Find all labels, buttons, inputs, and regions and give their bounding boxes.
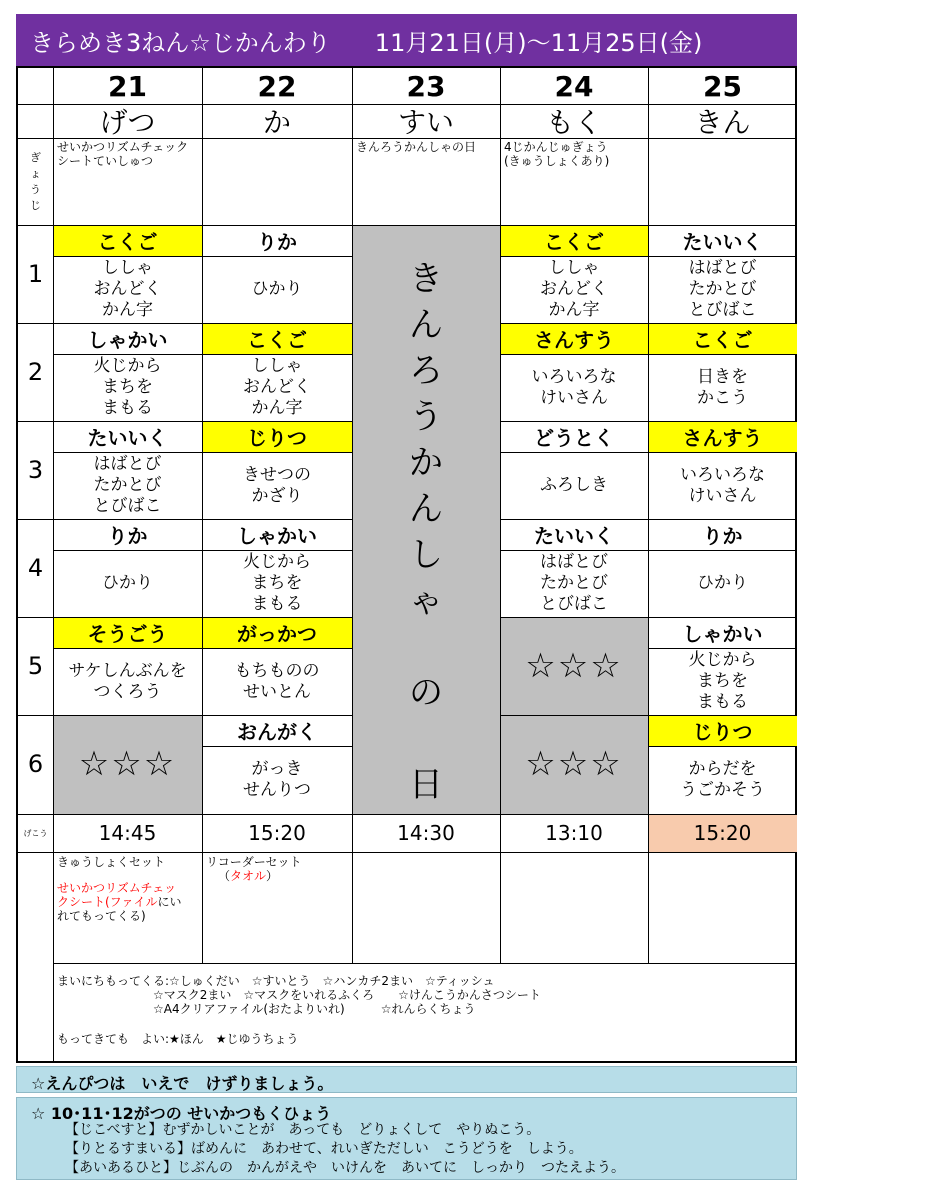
row-divider — [18, 138, 797, 139]
day-name-tue: か — [262, 106, 291, 139]
note-pencil — [16, 1066, 797, 1093]
items-tue — [206, 855, 350, 883]
content-mon-p1: ししゃ おんどく かん字 — [93, 258, 162, 320]
daily-line-3: ☆A4クリアファイル(おたよりいれ) ☆れんらくちょう — [153, 1002, 476, 1016]
content-fri-p2: 日きを かこう — [697, 366, 748, 408]
subject-divider — [53, 550, 202, 551]
row-divider — [53, 963, 797, 964]
goals-heading: ☆ 10･11･12がつの せいかつもくひょう — [31, 1104, 332, 1123]
content-tue-p3: きせつの かざり — [243, 464, 311, 506]
row-divider — [500, 421, 797, 422]
subject-divider — [53, 452, 202, 453]
row-divider — [18, 323, 352, 324]
items-tue-line: リコーダーセット — [206, 855, 302, 869]
subject-thu-p2: さんすう — [500, 323, 648, 354]
event-mon: せいかつリズムチェック シートていしゅつ — [57, 140, 189, 168]
items-mon-note — [57, 881, 201, 923]
row-divider — [500, 715, 797, 716]
subject-fri-p2: こくご — [648, 323, 797, 354]
day-num-mon: 21 — [108, 69, 147, 103]
subject-fri-p4: りか — [702, 524, 743, 548]
content-thu-p1: ししゃ おんどく かん字 — [540, 258, 608, 320]
period-number: 3 — [27, 456, 44, 484]
holiday-label-char: の — [409, 673, 443, 713]
gyouji-label-char: ぎ — [30, 150, 41, 164]
row-divider — [18, 852, 797, 853]
note-goals — [16, 1097, 797, 1180]
items-mon-line: きゅうしょくセット — [57, 855, 166, 869]
holiday-label-char: ん — [409, 489, 443, 529]
gyouji-label-char: ょ — [30, 166, 41, 180]
gyouji-label — [30, 150, 41, 214]
day-num-fri: 25 — [703, 69, 742, 103]
items-mon — [57, 855, 201, 923]
row-divider — [18, 225, 797, 226]
holiday-label-char: ろ — [409, 351, 443, 391]
column-divider — [500, 68, 501, 963]
gekou-time-thu: 13:10 — [545, 821, 603, 845]
content-thu-p3: ふろしき — [540, 475, 608, 495]
content-tue-p1: ひかり — [251, 279, 303, 299]
holiday-label-char: 日 — [409, 765, 443, 805]
subject-mon-p2: しゃかい — [87, 328, 168, 352]
content-mon-p2: 火じから まちを まもる — [93, 356, 162, 418]
content-fri-p4: ひかり — [697, 573, 748, 593]
event-thu: 4じかんじゅぎょう (きゅうしょくあり) — [504, 140, 610, 168]
note-pencil-text: ☆えんぴつは いえで けずりましょう。 — [31, 1074, 334, 1093]
gekou-time-tue: 15:20 — [248, 821, 306, 845]
subject-mon-p5: そうごう — [53, 617, 202, 648]
day-name-mon: げつ — [99, 106, 156, 139]
gyouji-label-cell — [18, 138, 53, 225]
content-thu-p4: はばとび たかとび とびばこ — [540, 552, 608, 614]
content-tue-p5: もちものの せいとん — [234, 660, 320, 702]
subject-divider — [53, 256, 202, 257]
content-thu-p2: いろいろな けいさん — [531, 366, 617, 408]
holiday-label-char: う — [409, 397, 443, 437]
subject-divider — [500, 452, 648, 453]
subject-divider — [53, 354, 202, 355]
page-title: きらめき3ねん☆じかんわり — [30, 28, 331, 57]
subject-tue-p6: おんがく — [237, 720, 317, 744]
row-divider — [18, 519, 352, 520]
stars-thu-p5: ☆☆☆ — [525, 646, 623, 686]
daily-line-2: ☆マスク2まい ☆マスクをいれるふくろ ☆けんこうかんさつシート — [153, 988, 541, 1002]
subject-fri-p3: さんすう — [648, 421, 797, 452]
day-name-thu: もく — [545, 106, 602, 139]
content-tue-p4: 火じから まちを まもる — [243, 552, 311, 614]
daily-line-4: もってきても よい:★ほん ★じゆうちょう — [57, 1032, 299, 1046]
items-tue-open: （ — [218, 869, 231, 883]
subject-divider — [648, 550, 797, 551]
subject-fri-p5: しゃかい — [682, 622, 763, 646]
event-wed: きんろうかんしゃの日 — [356, 140, 477, 154]
column-divider — [352, 68, 353, 963]
gekou-label: げこう — [23, 828, 48, 838]
day-num-wed: 23 — [406, 69, 446, 103]
subject-divider — [648, 452, 797, 453]
gyouji-label-char: う — [30, 182, 41, 196]
subject-divider — [648, 256, 797, 257]
content-fri-p5: 火じから まちを まもる — [688, 650, 757, 712]
row-divider — [18, 715, 352, 716]
subject-tue-p1: りか — [257, 230, 297, 254]
items-tue-close: ） — [266, 869, 279, 883]
subject-divider — [202, 550, 352, 551]
goal-line-1: 【じこべすと】むずかしいことが あっても どりょくして やりぬこう。 — [65, 1122, 541, 1138]
column-divider — [53, 68, 54, 963]
row-divider — [18, 104, 797, 105]
content-fri-p1: はばとび たかとび とびばこ — [688, 258, 757, 320]
content-fri-p3: いろいろな けいさん — [680, 464, 765, 506]
period-number: 1 — [27, 260, 44, 288]
column-divider — [202, 68, 203, 963]
row-divider — [18, 421, 352, 422]
items-tue-red: タオル — [230, 869, 267, 883]
period-number: 2 — [27, 358, 44, 386]
gekou-time-wed: 14:30 — [397, 821, 455, 845]
subject-thu-p4: たいいく — [534, 524, 614, 548]
period-number: 4 — [27, 554, 44, 582]
subject-divider — [500, 550, 648, 551]
subject-divider — [202, 746, 352, 747]
subject-divider — [500, 256, 648, 257]
content-mon-p3: はばとび たかとび とびばこ — [93, 454, 162, 516]
row-divider — [18, 617, 352, 618]
subject-fri-p6: じりつ — [648, 715, 797, 746]
row-divider — [500, 323, 797, 324]
subject-divider — [500, 354, 648, 355]
timetable — [16, 66, 797, 1063]
day-name-wed: すい — [397, 106, 454, 139]
holiday-label-char: ゃ — [409, 581, 443, 621]
period-number: 6 — [27, 750, 44, 778]
stars-mon-p6: ☆☆☆ — [78, 744, 177, 784]
subject-divider — [202, 648, 352, 649]
subject-divider — [202, 256, 352, 257]
column-divider — [648, 68, 649, 963]
subject-divider — [648, 354, 797, 355]
holiday-label-char: ん — [409, 305, 443, 345]
content-fri-p6: からだを うごかそう — [680, 758, 765, 800]
row-divider — [500, 617, 797, 618]
column-divider — [53, 963, 54, 1063]
day-num-thu: 24 — [554, 69, 594, 103]
stars-thu-p6: ☆☆☆ — [525, 744, 623, 784]
row-divider — [500, 519, 797, 520]
daily-line-1: まいにちもってくる:☆しゅくだい ☆すいとう ☆ハンカチ2まい ☆ティッシュ — [57, 974, 495, 988]
subject-divider — [53, 648, 202, 649]
items-tue-note — [206, 869, 350, 883]
subject-tue-p2: こくご — [202, 323, 352, 354]
subject-divider — [648, 746, 797, 747]
row-divider — [18, 814, 797, 815]
day-num-tue: 22 — [257, 69, 297, 103]
holiday-label-char: き — [409, 259, 443, 299]
subject-divider — [648, 648, 797, 649]
subject-tue-p5: がっかつ — [202, 617, 352, 648]
day-name-fri: きん — [694, 106, 751, 139]
title-bar — [16, 14, 797, 66]
content-tue-p6: がっき せんりつ — [243, 758, 311, 800]
subject-divider — [202, 354, 352, 355]
subject-divider — [202, 452, 352, 453]
items-mon-red: せいかつリズムチェッ クシート(ファイル — [57, 881, 177, 909]
date-range: 11月21日(月)～11月25日(金) — [374, 28, 703, 57]
content-mon-p5: サケしんぶんを つくろう — [68, 660, 187, 702]
holiday-label-char: し — [409, 535, 443, 575]
gyouji-label-char: じ — [30, 198, 41, 212]
subject-mon-p3: たいいく — [87, 426, 168, 450]
subject-fri-p1: たいいく — [682, 230, 763, 254]
items-mon-tail: にい れてもってくる) — [57, 895, 182, 923]
subject-tue-p4: しゃかい — [237, 524, 317, 548]
holiday-label-char: か — [409, 443, 443, 483]
subject-mon-p4: りか — [107, 524, 148, 548]
daily-items — [57, 974, 797, 1046]
period-number: 5 — [27, 652, 44, 680]
subject-tue-p3: じりつ — [202, 421, 352, 452]
gekou-time-mon: 14:45 — [98, 821, 157, 845]
holiday-label — [352, 256, 500, 808]
content-tue-p2: ししゃ おんどく かん字 — [243, 356, 311, 418]
subject-thu-p1: こくご — [500, 225, 648, 256]
goal-line-2: 【りとるすまいる】ばめんに あわせて、れいぎただしい こうどうを しよう。 — [65, 1141, 583, 1157]
gekou-time-fri: 15:20 — [693, 821, 752, 845]
subject-mon-p1: こくご — [53, 225, 202, 256]
goals-list — [65, 1121, 625, 1178]
goal-line-3: 【あいあるひと】じぶんの かんがえや いけんを あいてに しっかり つたえよう。 — [65, 1160, 625, 1176]
content-mon-p4: ひかり — [102, 573, 153, 593]
subject-thu-p3: どうとく — [534, 426, 614, 450]
